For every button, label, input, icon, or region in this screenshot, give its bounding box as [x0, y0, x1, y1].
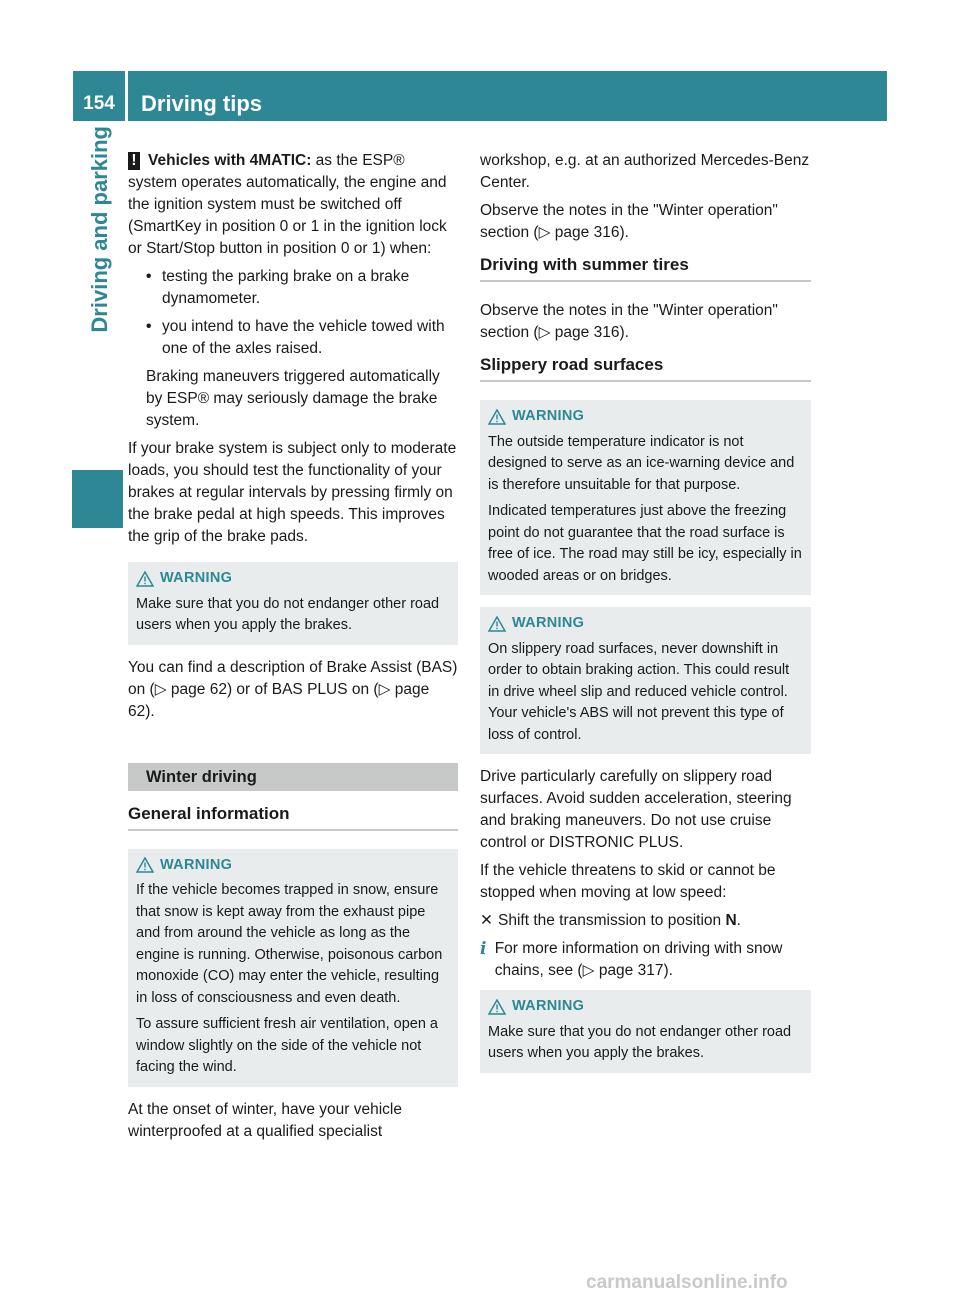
section-title: Winter driving: [128, 763, 458, 791]
page-title: Driving tips: [141, 91, 263, 116]
summer-tires-paragraph: Observe the notes in the "Winter operation" section (▷ page 316).: [480, 302, 778, 341]
warning-box: [128, 849, 458, 1087]
warning-triangle-icon: [488, 409, 506, 425]
warning-label: WARNING: [160, 856, 233, 873]
step-text: [498, 910, 741, 932]
warning-box: [128, 562, 458, 645]
warning-box: [480, 400, 811, 595]
warning-box: [480, 607, 811, 754]
note-paragraph: [128, 150, 458, 260]
subheading-slippery-roads: Slippery road surfaces: [480, 354, 811, 382]
brake-test-paragraph: If your brake system is subject only to moderate loads, you should test the functionality of your brakes at regular intervals by pressing firmly on the brake pedal at high speeds. This improves the grip of the brake pads.: [128, 440, 457, 545]
bullet-icon: •: [146, 318, 152, 335]
note-end: Braking maneuvers triggered automatically by ESP® may seriously damage the brake system.: [146, 368, 440, 429]
info-item: [480, 938, 811, 982]
warning-box: [480, 990, 811, 1073]
note-text: as the ESP® system operates automatically, the engine and the ignition system must be switched off (SmartKey in position 0 or 1 in the ignition lock or Start/Stop button in position 0 or 1) when:: [128, 152, 447, 257]
side-tab-label: Driving and parking: [87, 126, 112, 333]
warning-text: Make sure that you do not endanger other road users when you apply the brakes.: [488, 1023, 792, 1061]
note-title: Vehicles with 4MATIC:: [148, 152, 312, 169]
warning-triangle-icon: [488, 616, 506, 632]
warning-text: If the vehicle becomes trapped in snow, ensure that snow is kept away from the exhaust pipe and from around the vehicle as long as the engine is running. Otherwise, poisonous carbon monoxide (CO) may enter the vehicle, resulting in loss of consciousness and even death.: [136, 882, 443, 1006]
warning-label: WARNING: [512, 408, 585, 424]
list-item: [146, 266, 458, 310]
side-tab: [82, 126, 118, 526]
step-arrow-icon: ✕: [480, 912, 493, 929]
warning-text: To assure sufficient fresh air ventilation, open a window slightly on the side of the vehicle not facing the wind.: [136, 1016, 438, 1075]
warning-header: [136, 568, 450, 590]
warning-triangle-icon: [488, 999, 506, 1015]
warning-header: [488, 406, 803, 428]
info-icon: i: [480, 939, 487, 959]
warning-label: WARNING: [512, 615, 585, 631]
warning-label: WARNING: [160, 570, 233, 586]
warning-label: WARNING: [512, 998, 585, 1014]
warning-header: [488, 996, 803, 1018]
step-item: [480, 910, 811, 932]
step-value: N: [725, 912, 737, 929]
skid-paragraph: If the vehicle threatens to skid or cannot be stopped when moving at low speed:: [480, 862, 776, 901]
warning-triangle-icon: [136, 571, 154, 587]
header-divider: [125, 71, 128, 121]
winterproof-paragraph: At the onset of winter, have your vehicle winterproofed at a qualified specialist: [128, 1100, 402, 1140]
warning-text: On slippery road surfaces, never downshift in order to obtain braking action. This could result in drive wheel slip and reduced vehicle control. Your vehicle's ABS will not prevent this type of loss of control.: [488, 640, 790, 743]
bullet-icon: •: [146, 268, 152, 285]
warning-text: The outside temperature indicator is not designed to serve as an ice-warning device and is therefore unsuitable for that purpose.: [488, 433, 795, 493]
warning-text: Indicated temperatures just above the freezing point do not guarantee that the road surface is free of ice. The road may still be icy, especially in wooded areas or on bridges.: [488, 503, 802, 584]
subheading-general-information: General information: [128, 803, 458, 831]
subheading-summer-tires: Driving with summer tires: [480, 254, 811, 282]
left-column: [128, 150, 458, 1149]
exclamation-icon: !: [128, 152, 140, 170]
step-text-post: .: [736, 912, 741, 929]
right-column: [480, 150, 811, 1085]
warning-header: [136, 855, 450, 877]
info-text: For more information on driving with snow chains, see (▷ page 317).: [494, 940, 783, 979]
bullet-text: testing the parking brake on a brake dynamometer.: [162, 268, 410, 307]
warning-header: [488, 613, 803, 635]
side-tab-block: [72, 470, 123, 528]
warning-triangle-icon: [136, 857, 154, 873]
bas-paragraph: You can find a description of Brake Assist (BAS) on (▷ page 62) or of BAS PLUS on (▷ page 62).: [128, 658, 458, 720]
watermark: carmanualsonline.info: [586, 1272, 788, 1293]
list-item: [146, 316, 458, 360]
bullet-text: you intend to have the vehicle towed with one of the axles raised.: [162, 318, 445, 357]
step-text-pre: Shift the transmission to position: [498, 912, 726, 929]
drive-carefully-paragraph: Drive particularly carefully on slippery road surfaces. Avoid sudden acceleration, steering and braking maneuvers. Do not use cruise control or DISTRONIC PLUS.: [480, 768, 792, 851]
winter-operation-paragraph: Observe the notes in the "Winter operation" section (▷ page 316).: [480, 202, 778, 241]
warning-text: Make sure that you do not endanger other road users when you apply the brakes.: [136, 595, 440, 633]
workshop-paragraph: workshop, e.g. at an authorized Mercedes-Benz Center.: [480, 152, 810, 191]
page-number: 154: [83, 93, 115, 114]
